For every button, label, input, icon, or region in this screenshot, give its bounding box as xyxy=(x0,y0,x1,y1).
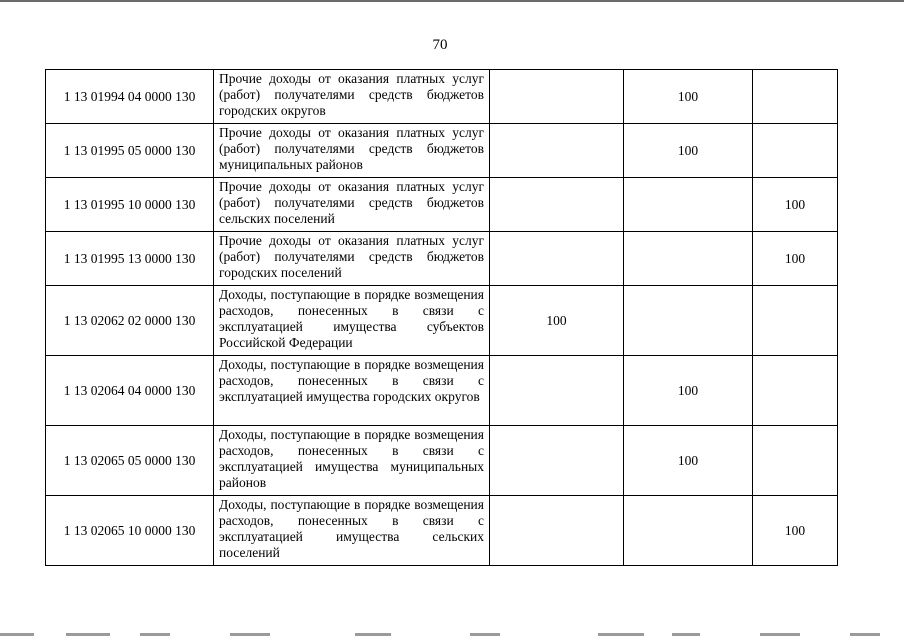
share-cell-3 xyxy=(753,356,838,426)
share-cell-2 xyxy=(624,178,753,232)
share-cell-1 xyxy=(490,356,624,426)
revenue-description-cell: Доходы, поступающие в порядке возмещения расходов, понесенных в связи с эксплуатацией имущества сельских поселений xyxy=(214,496,490,566)
table-row xyxy=(46,496,838,566)
share-cell-3 xyxy=(753,286,838,356)
revenue-code-cell: 1 13 02062 02 0000 130 xyxy=(46,286,214,356)
revenue-code-cell: 1 13 01995 05 0000 130 xyxy=(46,124,214,178)
revenue-description-cell: Доходы, поступающие в порядке возмещения расходов, понесенных в связи с эксплуатацией имущества муниципальных районов xyxy=(214,426,490,496)
budget-revenue-table xyxy=(45,69,838,566)
share-cell-3 xyxy=(753,426,838,496)
share-cell-1 xyxy=(490,426,624,496)
share-cell-2 xyxy=(624,496,753,566)
revenue-description-cell: Прочие доходы от оказания платных услуг (работ) получателями средств бюджетов сельских поселений xyxy=(214,178,490,232)
share-cell-3 xyxy=(753,124,838,178)
share-cell-1 xyxy=(490,124,624,178)
table-row xyxy=(46,70,838,124)
revenue-code-cell: 1 13 02064 04 0000 130 xyxy=(46,356,214,426)
share-cell-2: 100 xyxy=(624,124,753,178)
share-cell-1: 100 xyxy=(490,286,624,356)
table-row xyxy=(46,124,838,178)
revenue-code-cell: 1 13 01994 04 0000 130 xyxy=(46,70,214,124)
revenue-code-cell: 1 13 02065 05 0000 130 xyxy=(46,426,214,496)
revenue-code-cell: 1 13 01995 10 0000 130 xyxy=(46,178,214,232)
share-cell-3: 100 xyxy=(753,178,838,232)
share-cell-1 xyxy=(490,70,624,124)
revenue-description-cell: Прочие доходы от оказания платных услуг (работ) получателями средств бюджетов муниципальных районов xyxy=(214,124,490,178)
share-cell-1 xyxy=(490,496,624,566)
share-cell-2: 100 xyxy=(624,426,753,496)
revenue-description-cell: Прочие доходы от оказания платных услуг (работ) получателями средств бюджетов городских округов xyxy=(214,70,490,124)
top-border-line xyxy=(0,0,904,2)
share-cell-2 xyxy=(624,286,753,356)
table-row xyxy=(46,178,838,232)
share-cell-1 xyxy=(490,178,624,232)
table-row xyxy=(46,426,838,496)
share-cell-3: 100 xyxy=(753,232,838,286)
share-cell-2: 100 xyxy=(624,70,753,124)
share-cell-3: 100 xyxy=(753,496,838,566)
share-cell-2 xyxy=(624,232,753,286)
share-cell-2: 100 xyxy=(624,356,753,426)
table-row xyxy=(46,356,838,426)
revenue-description-cell: Прочие доходы от оказания платных услуг (работ) получателями средств бюджетов городских поселений xyxy=(214,232,490,286)
table-row xyxy=(46,232,838,286)
revenue-code-cell: 1 13 02065 10 0000 130 xyxy=(46,496,214,566)
scan-edge-artifact xyxy=(0,633,904,637)
page-number: 70 xyxy=(432,37,448,53)
share-cell-1 xyxy=(490,232,624,286)
revenue-description-cell: Доходы, поступающие в порядке возмещения расходов, понесенных в связи с эксплуатацией имущества городских округов xyxy=(214,356,490,426)
revenue-code-cell: 1 13 01995 13 0000 130 xyxy=(46,232,214,286)
revenue-description-cell: Доходы, поступающие в порядке возмещения расходов, понесенных в связи с эксплуатацией имущества субъектов Российской Федерации xyxy=(214,286,490,356)
share-cell-3 xyxy=(753,70,838,124)
table-row xyxy=(46,286,838,356)
